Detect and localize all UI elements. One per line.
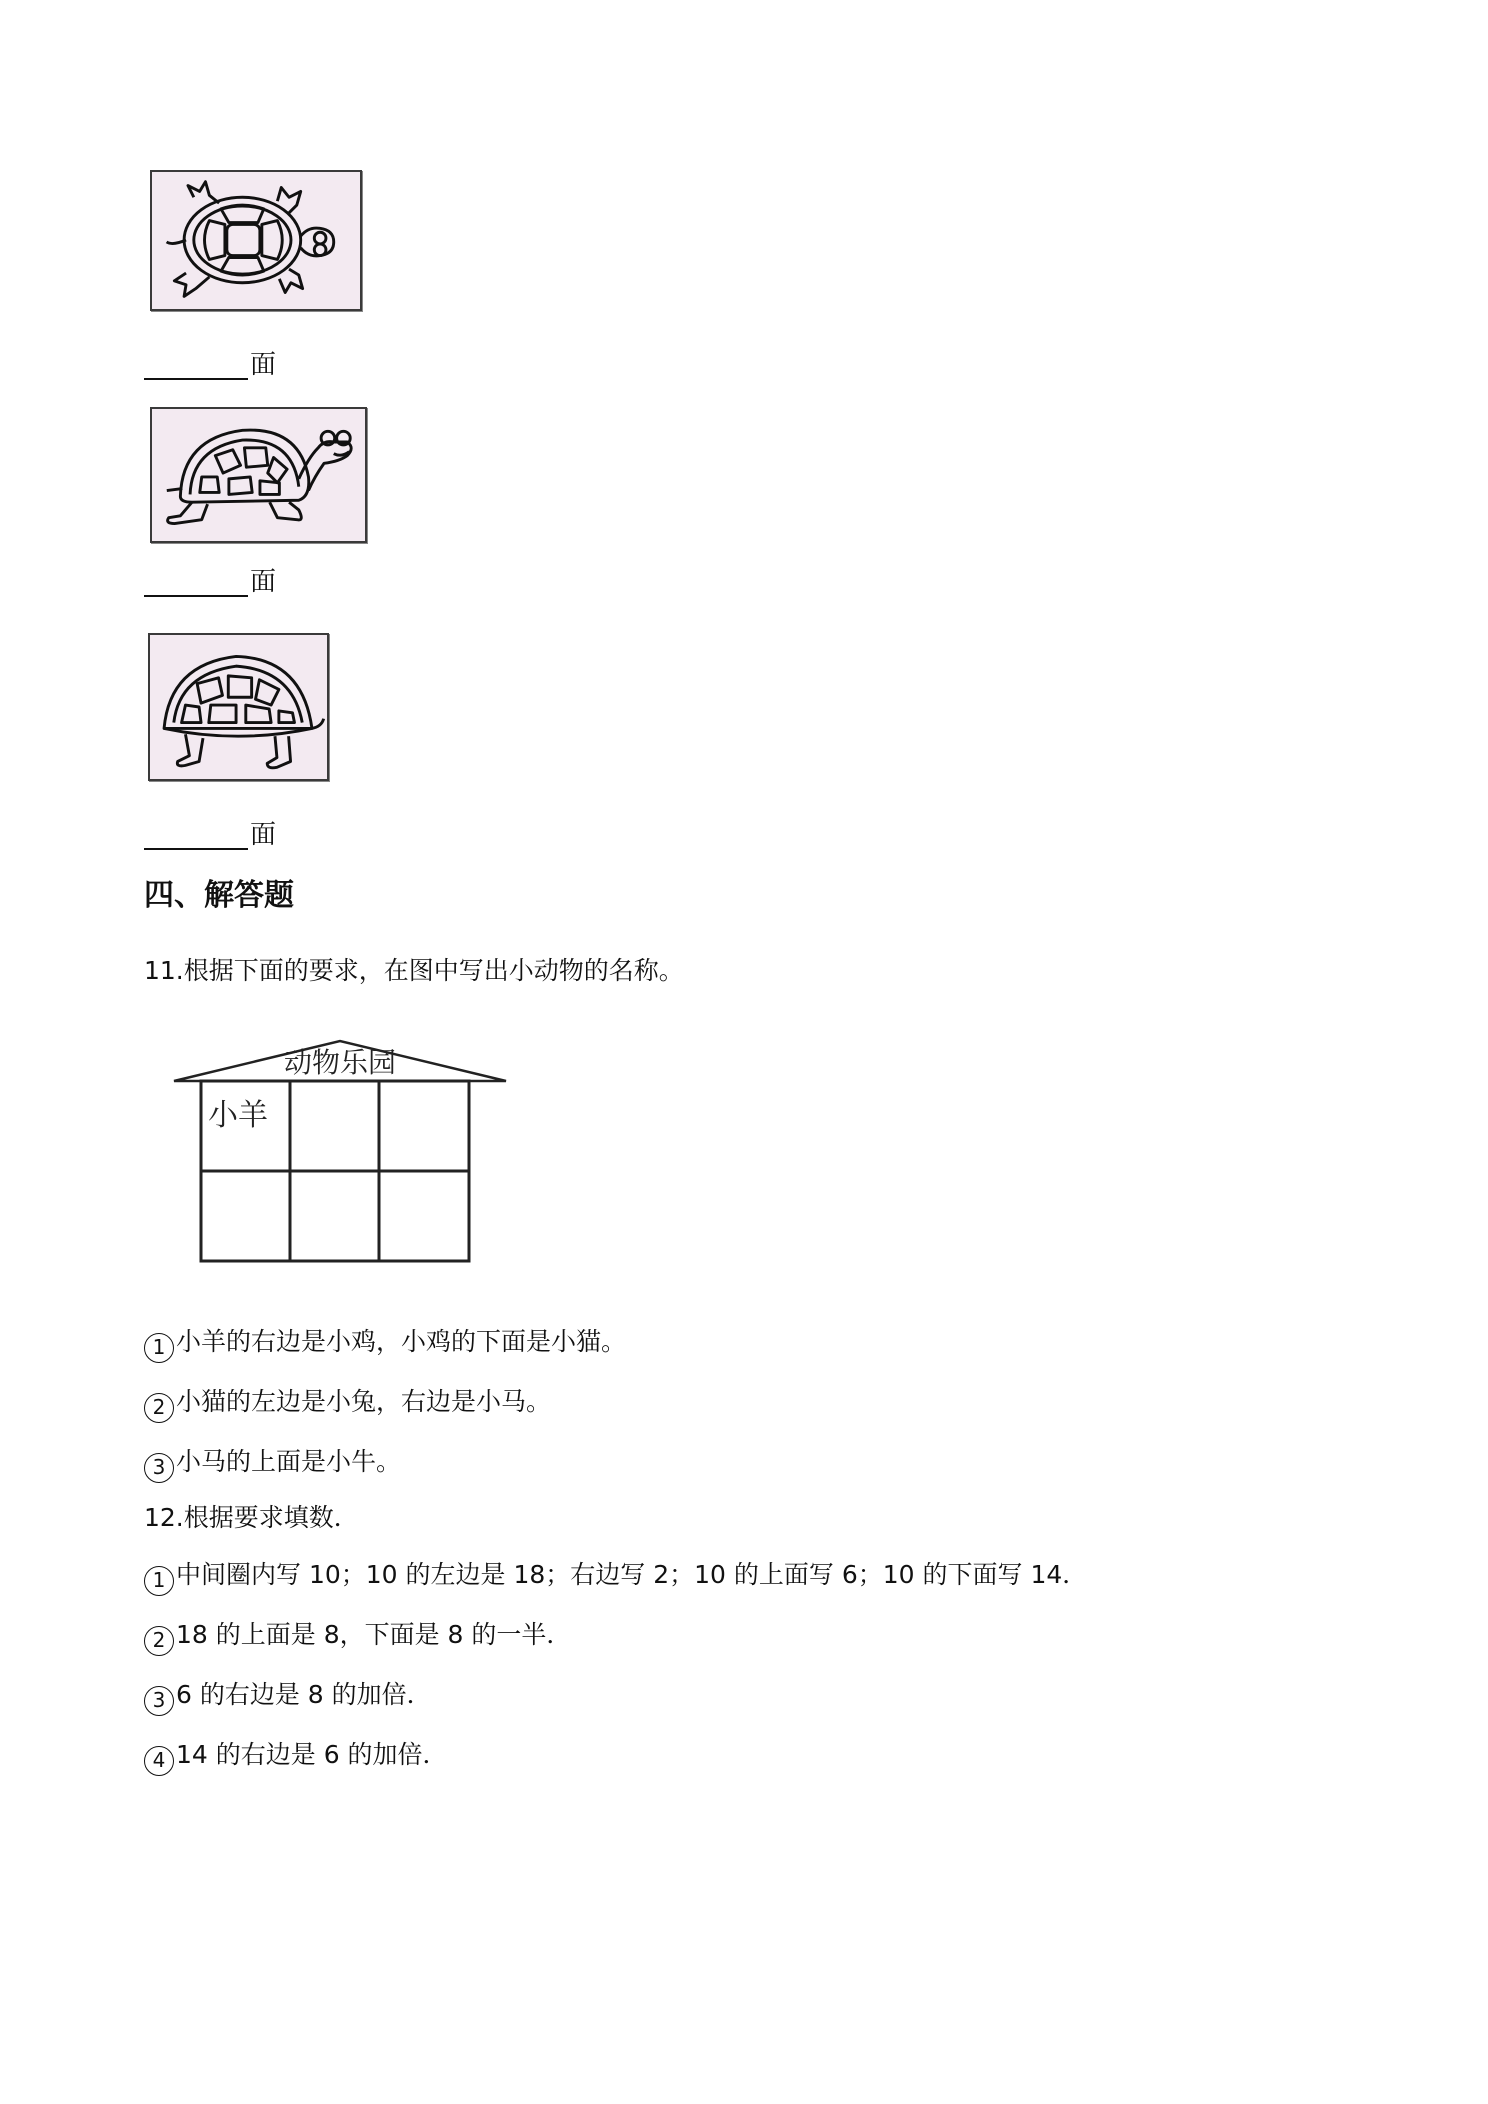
answer-suffix-2: 面 xyxy=(250,567,277,597)
circled-number-2: 2 xyxy=(144,1393,174,1423)
blank-1[interactable] xyxy=(144,354,248,380)
circled-number-4: 4 xyxy=(144,1746,174,1776)
turtle-top-picture xyxy=(150,170,362,311)
q12-item-4: 4 14 的右边是 6 的加倍． xyxy=(144,1739,448,1776)
blank-2[interactable] xyxy=(144,571,248,597)
q12-item-2: 2 18 的上面是 8，下面是 8 的一半． xyxy=(144,1619,571,1656)
blank-3[interactable] xyxy=(144,824,248,850)
q11-item-2: 2 小猫的左边是小兔，右边是小马。 xyxy=(144,1386,551,1423)
circled-number-2: 2 xyxy=(144,1626,174,1656)
answer-line-1 xyxy=(144,350,276,380)
q11-item-3: 3 小马的上面是小牛。 xyxy=(144,1446,401,1483)
circled-number-1: 1 xyxy=(144,1333,174,1363)
answer-line-2 xyxy=(144,567,276,597)
turtle-front-view-icon xyxy=(150,635,327,779)
q12-item-1: 1 中间圈内写 10；10 的左边是 18；右边写 2；10 的上面写 6；10 的下面写 14． xyxy=(144,1559,1087,1596)
answer-line-3 xyxy=(144,820,276,850)
cell-top-right[interactable] xyxy=(379,1081,469,1171)
answer-suffix-1: 面 xyxy=(250,350,277,380)
answer-suffix-3: 面 xyxy=(250,820,277,850)
circled-number-1: 1 xyxy=(144,1566,174,1596)
cell-bottom-left[interactable] xyxy=(201,1171,290,1261)
circled-number-3: 3 xyxy=(144,1686,174,1716)
q12-stem: 12.根据要求填数． xyxy=(144,1503,359,1532)
turtle-top-view-icon xyxy=(152,172,360,309)
turtle-front-picture xyxy=(148,633,329,781)
cell-top-middle[interactable] xyxy=(290,1081,379,1171)
circled-number-3: 3 xyxy=(144,1453,174,1483)
q12-item-3: 3 6 的右边是 8 的加倍． xyxy=(144,1679,432,1716)
section-title: 四、解答题 xyxy=(144,878,294,913)
turtle-side-view-icon xyxy=(152,409,365,541)
cell-label-sheep: 小羊 xyxy=(208,1098,268,1133)
cell-bottom-right[interactable] xyxy=(379,1171,469,1261)
cell-bottom-middle[interactable] xyxy=(290,1171,379,1261)
roof-label: 动物乐园 xyxy=(283,1046,397,1079)
q11-item-1: 1 小羊的右边是小鸡，小鸡的下面是小猫。 xyxy=(144,1326,626,1363)
animal-park-house xyxy=(170,1035,510,1267)
q11-stem: 11.根据下面的要求，在图中写出小动物的名称。 xyxy=(144,956,684,985)
turtle-side-picture xyxy=(150,407,367,543)
